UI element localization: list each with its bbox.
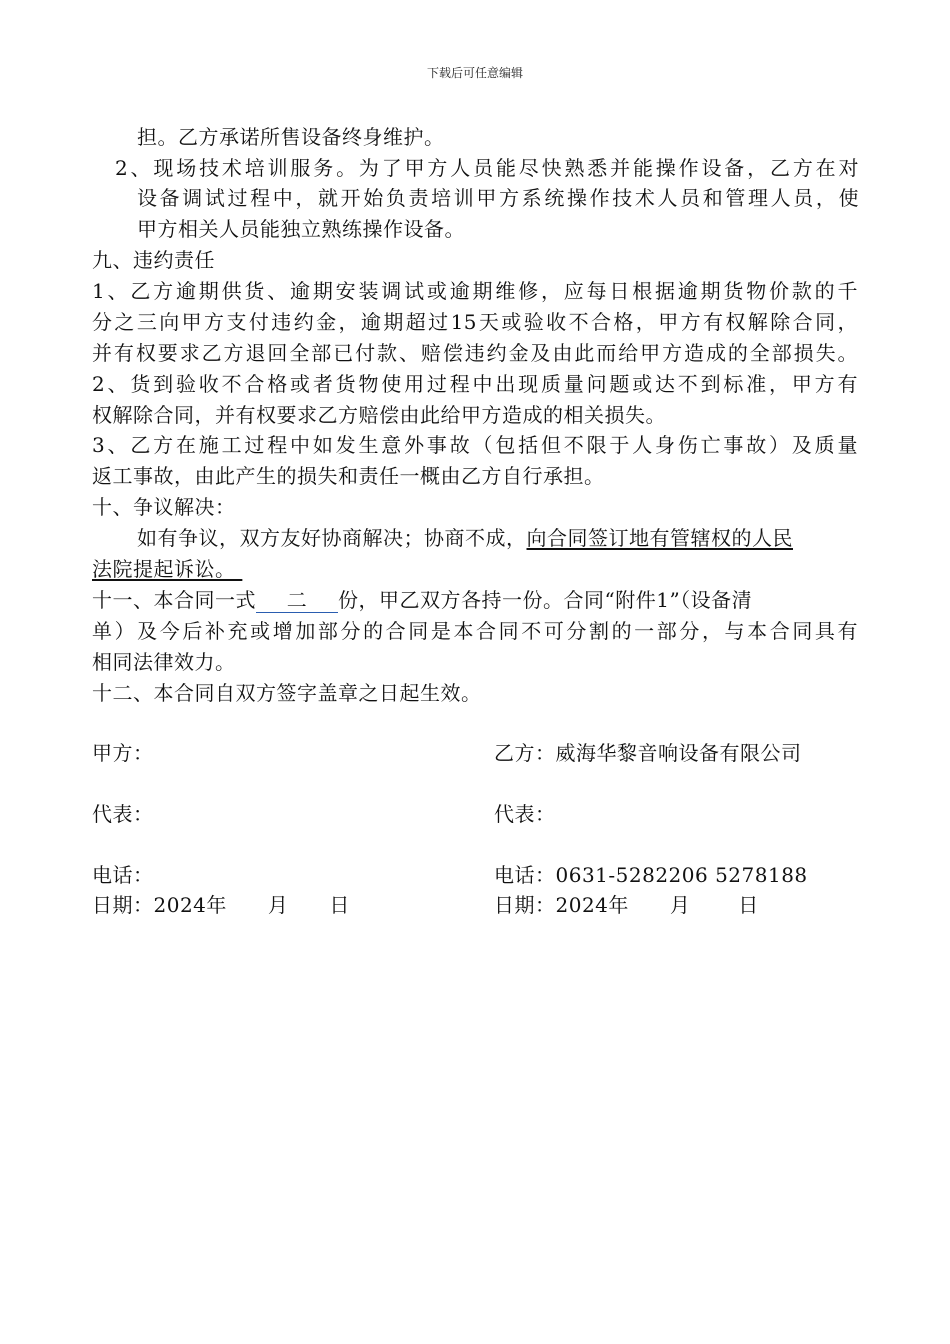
clause9-item2-line1: 2、货到验收不合格或者货物使用过程中出现质量问题或达不到标准，甲方有 — [92, 372, 858, 396]
clause9-item1-line2: 分之三向甲方支付违约金，逾期超过15天或验收不合格，甲方有权解除合同， — [92, 310, 858, 334]
clause10-line1-plain: 如有争议，双方友好协商解决；协商不成， — [137, 526, 527, 550]
party-b-date: 日期：2024年 月 日 — [494, 893, 759, 917]
clause10-line2 — [92, 554, 242, 584]
party-b-representative: 代表： — [494, 802, 556, 826]
clause10-title: 十、争议解决： — [92, 495, 236, 519]
party-b-phone: 电话：0631-5282206 5278188 — [494, 863, 808, 887]
party-b-label: 乙方：威海华黎音响设备有限公司 — [494, 741, 802, 765]
party-a-representative: 代表： — [92, 802, 154, 826]
clause8-paragraph2-line1: 2、现场技术培训服务。为了甲方人员能尽快熟悉并能操作设备，乙方在对 — [115, 156, 859, 180]
party-a-label: 甲方： — [92, 741, 154, 765]
party-a-date: 日期：2024年 月 日 — [92, 893, 350, 917]
clause9-item1-line1: 1、乙方逾期供货、逾期安装调试或逾期维修，应每日根据逾期货物价款的千 — [92, 279, 858, 303]
clause11-line1-rest: 份，甲乙双方各持一份。合同“附件1”（设备清 — [338, 588, 753, 612]
clause8-paragraph2-line2: 设备调试过程中，就开始负责培训甲方系统操作技术人员和管理人员，使 — [137, 186, 859, 210]
clause9-title: 九、违约责任 — [92, 248, 215, 272]
clause11-copies-blank: 二 — [256, 588, 338, 613]
page-header-note: 下载后可任意编辑 — [426, 66, 523, 80]
clause9-item3-line2: 返工事故，由此产生的损失和责任一概由乙方自行承担。 — [92, 464, 605, 488]
clause11-line3: 相同法律效力。 — [92, 650, 236, 674]
clause10-line2-underlined: 法院提起诉讼。 — [92, 557, 236, 581]
clause11-prefix: 十一、本合同一式 — [92, 588, 256, 612]
clause10-line1 — [137, 523, 793, 553]
clause11-line2: 单）及今后补充或增加部分的合同是本合同不可分割的一部分，与本合同具有 — [92, 619, 858, 643]
clause9-item3-line1: 3、乙方在施工过程中如发生意外事故（包括但不限于人身伤亡事故）及质量 — [92, 433, 858, 457]
clause8-paragraph1-end: 担。乙方承诺所售设备终身维护。 — [137, 125, 445, 149]
clause11-line1 — [92, 585, 752, 615]
clause12-text: 十二、本合同自双方签字盖章之日起生效。 — [92, 681, 482, 705]
clause10-line1-underlined: 向合同签订地有管辖权的人民 — [526, 526, 793, 550]
clause9-item1-line3: 并有权要求乙方退回全部已付款、赔偿违约金及由此而给甲方造成的全部损失。 — [92, 341, 858, 365]
clause8-paragraph2-line3: 甲方相关人员能独立熟练操作设备。 — [137, 217, 465, 241]
clause9-item2-line2: 权解除合同，并有权要求乙方赔偿由此给甲方造成的相关损失。 — [92, 403, 666, 427]
party-a-phone: 电话： — [92, 863, 154, 887]
